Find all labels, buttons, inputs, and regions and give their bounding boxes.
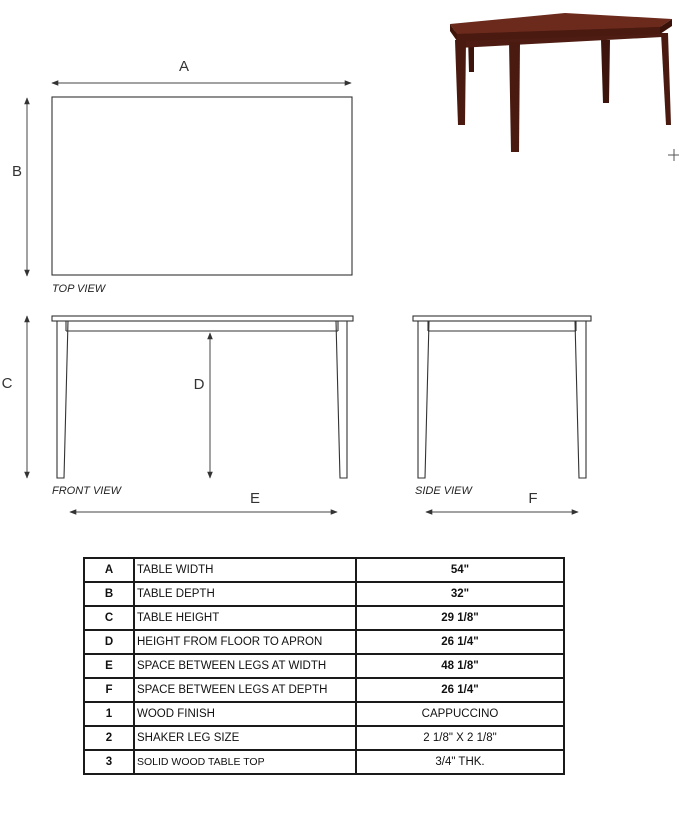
side-view — [413, 316, 591, 512]
row-value: 3/4" THK. — [356, 750, 564, 774]
row-description: TABLE WIDTH — [134, 558, 356, 582]
dimension-d-label: D — [193, 376, 205, 393]
table-row — [84, 750, 564, 774]
top-view — [12, 58, 352, 295]
row-description: HEIGHT FROM FLOOR TO APRON — [134, 630, 356, 654]
row-description: SOLID WOOD TABLE TOP — [134, 750, 356, 774]
dimension-f-label: F — [528, 490, 538, 507]
row-key: D — [84, 630, 134, 654]
table-product-image — [450, 13, 672, 152]
specification-table — [83, 557, 565, 775]
row-key: B — [84, 582, 134, 606]
table-row — [84, 606, 564, 630]
table-row — [84, 678, 564, 702]
table-row — [84, 630, 564, 654]
table-row — [84, 558, 564, 582]
crosshair-icon — [668, 149, 679, 161]
row-description: SHAKER LEG SIZE — [134, 726, 356, 750]
row-value: 2 1/8" X 2 1/8" — [356, 726, 564, 750]
dimension-c-label: C — [1, 375, 13, 392]
row-value: 48 1/8" — [356, 654, 564, 678]
row-key: A — [84, 558, 134, 582]
row-value: CAPPUCCINO — [356, 702, 564, 726]
row-value: 26 1/4" — [356, 678, 564, 702]
dimension-a-label: A — [178, 58, 190, 75]
table-row — [84, 702, 564, 726]
table-row — [84, 726, 564, 750]
front-view-label: FRONT VIEW — [52, 485, 122, 497]
row-description: SPACE BETWEEN LEGS AT DEPTH — [134, 678, 356, 702]
dimension-e-label: E — [249, 490, 261, 507]
row-value: 29 1/8" — [356, 606, 564, 630]
row-value: 32" — [356, 582, 564, 606]
row-description: SPACE BETWEEN LEGS AT WIDTH — [134, 654, 356, 678]
row-key: 1 — [84, 702, 134, 726]
row-key: F — [84, 678, 134, 702]
row-key: E — [84, 654, 134, 678]
top-view-label: TOP VIEW — [52, 283, 106, 295]
row-key: 3 — [84, 750, 134, 774]
row-value: 54" — [356, 558, 564, 582]
row-description: TABLE DEPTH — [134, 582, 356, 606]
front-view — [2, 316, 353, 512]
table-row — [84, 582, 564, 606]
table-row — [84, 654, 564, 678]
side-view-label: SIDE VIEW — [415, 485, 472, 497]
row-description: TABLE HEIGHT — [134, 606, 356, 630]
row-key: C — [84, 606, 134, 630]
row-value: 26 1/4" — [356, 630, 564, 654]
row-description: WOOD FINISH — [134, 702, 356, 726]
dimension-b-label: B — [11, 163, 23, 180]
row-key: 2 — [84, 726, 134, 750]
